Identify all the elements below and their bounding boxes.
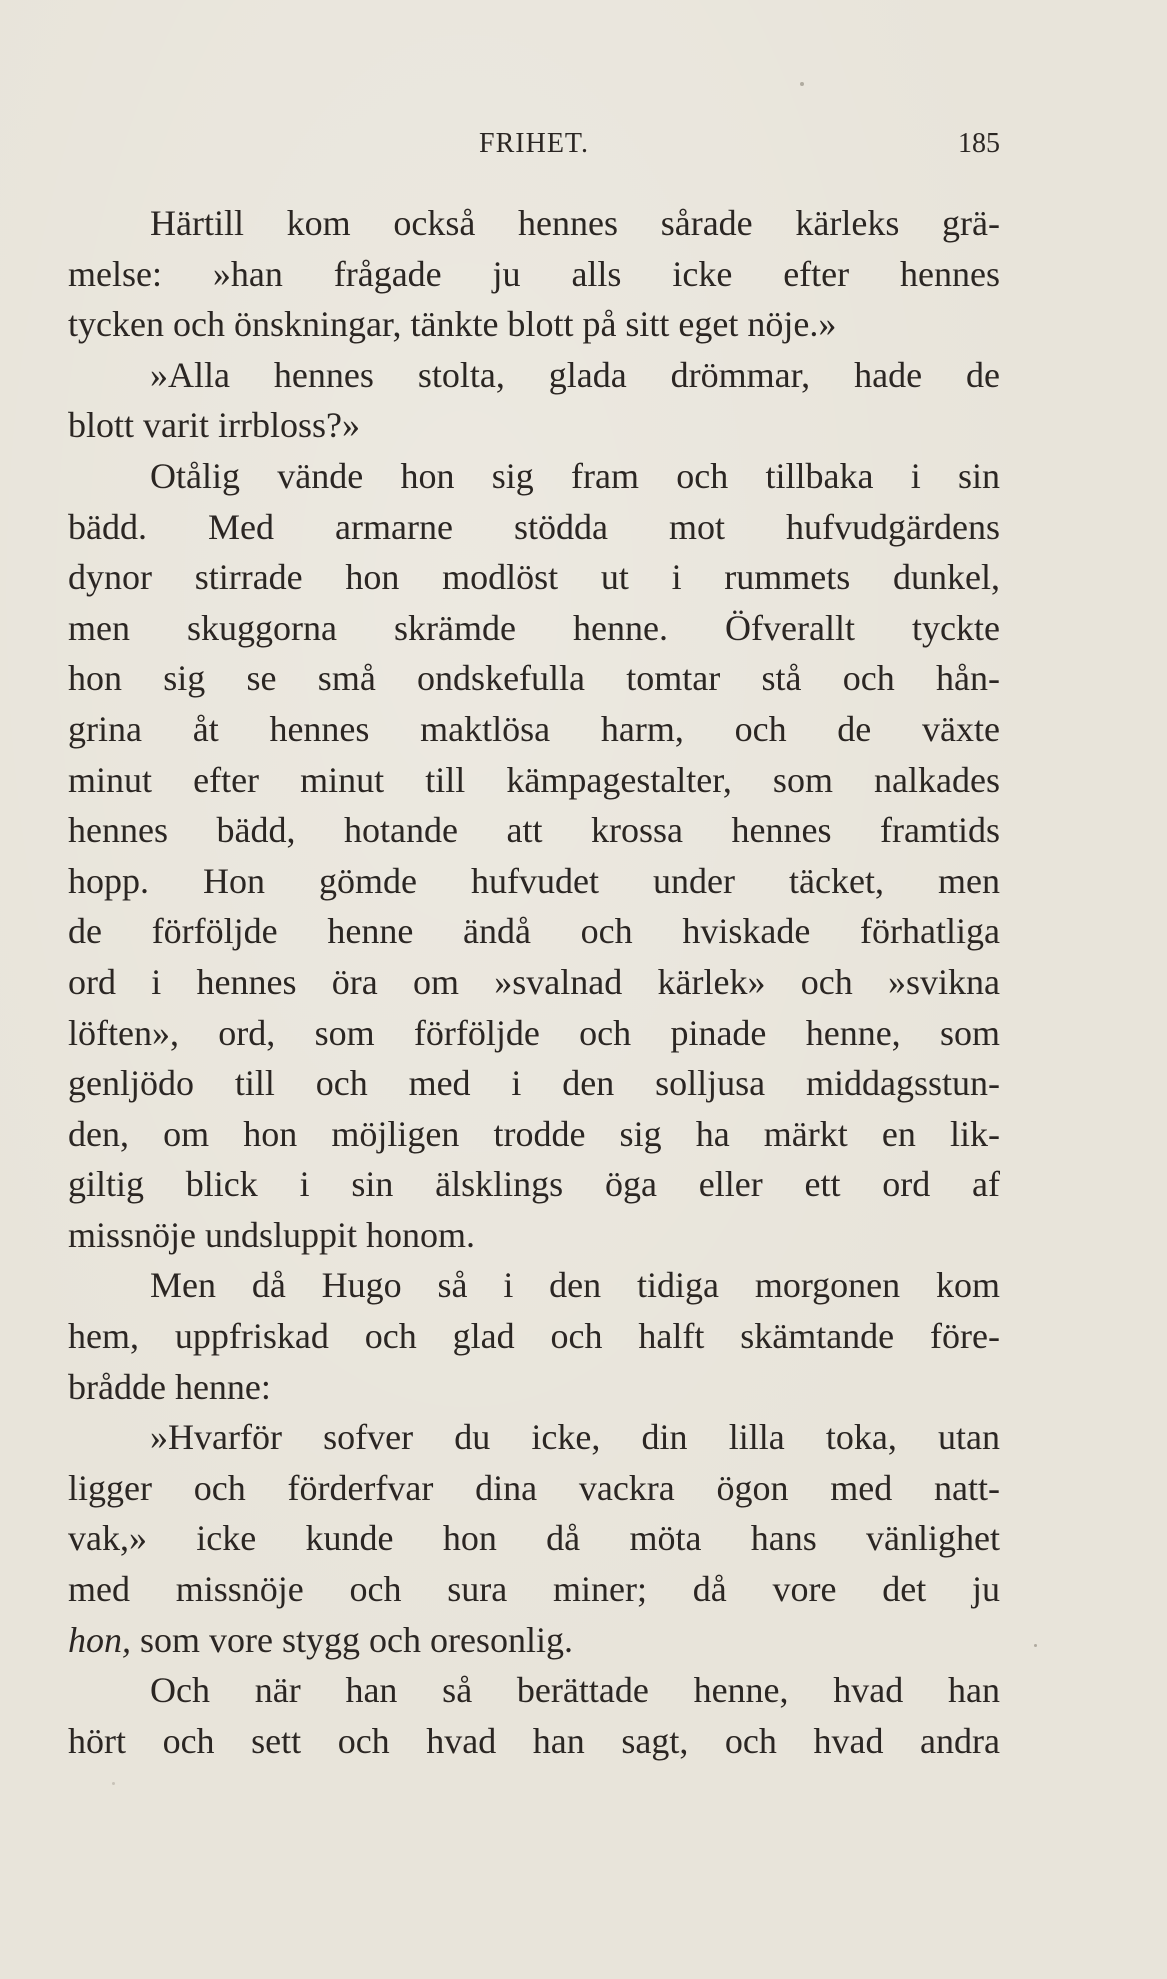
paper-speck xyxy=(1034,1644,1037,1647)
text-line: hört och sett och hvad han sagt, och hvad andra xyxy=(68,1720,1000,1761)
text-line: grina åt hennes maktlösa harm, och de växte xyxy=(68,708,1000,749)
text-line xyxy=(68,1615,1000,1666)
italic-word: hon, xyxy=(68,1619,131,1660)
text-line: hopp. Hon gömde hufvudet under täcket, men xyxy=(68,860,1000,901)
paper-speck xyxy=(112,1782,115,1785)
text-line: de förföljde henne ändå och hviskade förhatliga xyxy=(68,911,1000,952)
text-line: »Hvarför sofver du icke, din lilla toka, utan xyxy=(150,1417,1000,1458)
text-line: brådde henne: xyxy=(68,1366,271,1407)
text-line: genljödo till och med i den solljusa middagsstun- xyxy=(68,1063,1000,1104)
text-line: ord i hennes öra om »svalnad kärlek» och »svikna xyxy=(68,961,1000,1002)
text-line: Härtill kom också hennes sårade kärleks grä- xyxy=(150,203,1000,243)
text-line: löften», ord, som förföljde och pinade henne, som xyxy=(68,1012,1000,1053)
text-line: Men då Hugo så i den tidiga morgonen kom xyxy=(150,1265,1000,1306)
text-line: hem, uppfriskad och glad och halft skämtande före- xyxy=(68,1316,1000,1357)
running-title: FRIHET. xyxy=(479,128,589,159)
text-line: Och när han så berättade henne, hvad han xyxy=(150,1670,1000,1711)
text-line: vak,» icke kunde hon då möta hans vänlighet xyxy=(68,1518,1000,1559)
text-line: minut efter minut till kämpagestalter, som nalkades xyxy=(68,759,1000,800)
text-line: tycken och önskningar, tänkte blott på sitt eget nöje.» xyxy=(68,304,837,345)
page-header xyxy=(68,128,1000,168)
text-line: »Alla hennes stolta, glada drömmar, hade de xyxy=(150,354,1000,395)
text-line: med missnöje och sura miner; då vore det ju xyxy=(68,1569,1000,1610)
text-line: den, om hon möjligen trodde sig ha märkt en lik- xyxy=(68,1113,1000,1154)
paper-speck xyxy=(800,82,804,86)
text-line: men skuggorna skrämde henne. Öfverallt tyckte xyxy=(68,607,1000,648)
text-line: giltig blick i sin älsklings öga eller ett ord af xyxy=(68,1164,1000,1205)
text-line: blott varit irrbloss?» xyxy=(68,405,360,446)
text-line: Otålig vände hon sig fram och tillbaka i sin xyxy=(150,455,1000,496)
text-line: dynor stirrade hon modlöst ut i rummets dunkel, xyxy=(68,557,1000,598)
text-line: hennes bädd, hotande att krossa hennes framtids xyxy=(68,810,1000,851)
text-line: melse: »han frågade ju alls icke efter hennes xyxy=(68,253,1000,294)
text-line: ligger och förderfvar dina vackra ögon med natt- xyxy=(68,1467,1000,1508)
text-line: bädd. Med armarne stödda mot hufvudgärdens xyxy=(68,506,1000,547)
text-line: hon sig se små ondskefulla tomtar stå och hån- xyxy=(68,658,1000,699)
text-line: missnöje undsluppit honom. xyxy=(68,1214,476,1255)
body-text xyxy=(68,198,1000,1766)
line-rest: som vore stygg och oresonlig. xyxy=(131,1619,573,1660)
page-number: 185 xyxy=(958,128,1000,159)
